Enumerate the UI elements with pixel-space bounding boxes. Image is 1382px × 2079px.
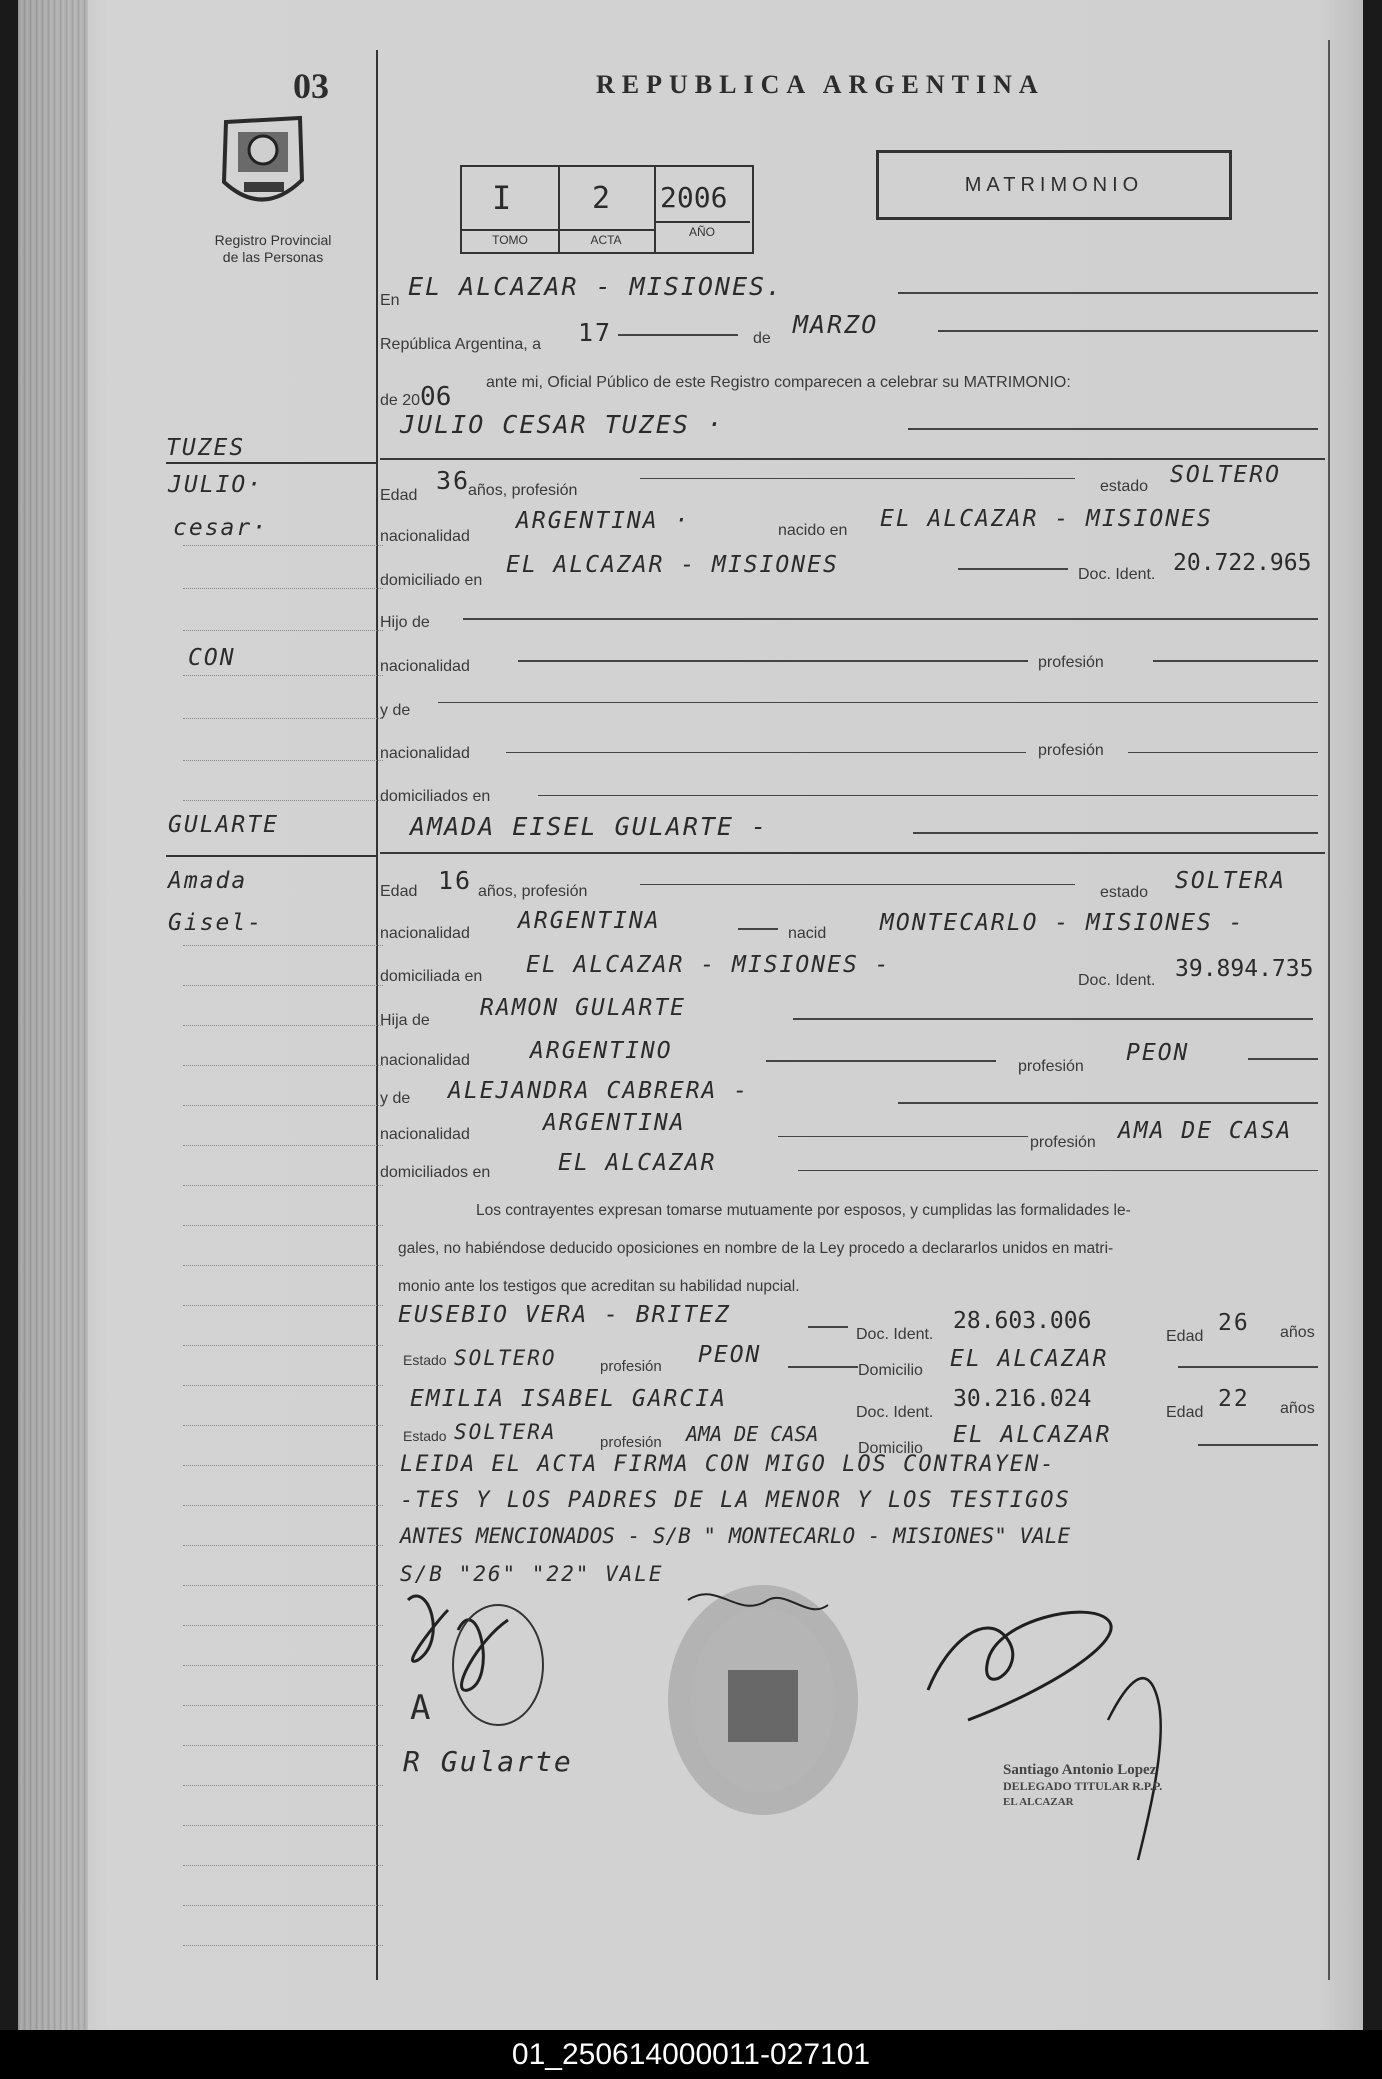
margin-dotted-line [183,1345,383,1346]
margin-dotted-line [183,945,383,946]
witness1-doc: 28.603.006 [953,1308,1092,1334]
groom-yde-label: y de [380,702,411,719]
witness2-domicilio: EL ALCAZAR [953,1422,1112,1448]
section-rule [380,458,1325,460]
groom-nac3-label: nacionalidad [380,745,470,762]
day: 17 [578,318,613,347]
witness1-estado-label: Estado [403,1352,447,1368]
margin-dotted-line [183,1905,383,1906]
margin-dotted-line [183,1465,383,1466]
bride-edad-label: Edad [380,883,418,900]
groom-prof-label: profesión [1038,654,1104,671]
margin-dotted-line [183,630,383,631]
record-id-box [460,165,754,254]
witness2-profesion-label: profesión [600,1434,662,1451]
bride-mother-nat: ARGENTINA [543,1110,686,1136]
month: MARZO [793,310,879,339]
officer-stamp-line1: Santiago Antonio Lopez [1003,1762,1157,1778]
fill-line [913,832,1318,834]
fill-line [640,884,1075,885]
signatures-art [388,1580,1328,1880]
de-year-prefix: de 20 [380,392,421,409]
intro-statement: ante mi, Oficial Público de este Registro comparecen a celebrar su MATRIMONIO: [486,374,1071,391]
declaration-line2: gales, no habiéndose deducido oposiciones en nombre de la Ley procedo a declararlos unidos en matri- [398,1240,1114,1257]
groom-full-name: JULIO CESAR TUZES · [400,410,724,439]
witness1-domicilio: EL ALCAZAR [950,1346,1109,1372]
groom-anos-profesion-label: años, profesión [468,482,578,499]
bride-age: 16 [438,866,473,895]
margin-dotted-line [183,1825,383,1826]
groom-prof2-label: profesión [1038,742,1104,759]
bride-domicilio: EL ALCAZAR - MISIONES - [526,952,891,978]
witness1-profesion: PEON [698,1342,762,1368]
groom-age: 36 [436,466,471,495]
witness1-doc-label: Doc. Ident. [856,1326,934,1343]
bride-nacionalidad: ARGENTINA [518,908,661,934]
margin-dotted-line [183,1105,383,1106]
groom-doc: 20.722.965 [1173,550,1312,576]
bride-yde-label: y de [380,1090,411,1107]
fill-line [618,334,738,336]
witness2-name: EMILIA ISABEL GARCIA [410,1386,727,1412]
groom-domiciliado-label: domiciliado en [380,572,483,589]
fill-line [640,478,1075,479]
margin-dotted-line [183,1385,383,1386]
margin-dotted-line [183,1705,383,1706]
margin-groom-name1: JULIO· [168,472,264,498]
fill-line [798,1170,1318,1171]
bride-anos-profesion-label: años, profesión [478,883,588,900]
tomo-cell [462,167,560,252]
margin-dotted-line [183,1425,383,1426]
fill-line [518,660,1028,662]
fill-line [898,1102,1318,1104]
declaration-line1: Los contrayentes expresan tomarse mutuamente por esposos, y cumplidas las formalidades le- [476,1202,1131,1219]
page-number: 03 [293,66,329,106]
section-rule [380,852,1325,854]
groom-nac2-label: nacionalidad [380,658,470,675]
acta-cell [558,167,656,252]
witness2-doc: 30.216.024 [953,1386,1092,1412]
margin-bride-name1: Amada [168,868,248,894]
margin-dotted-line [183,1505,383,1506]
acta-label: ACTA [558,229,654,247]
margin-rule-2 [166,855,376,857]
bride-father-nat: ARGENTINO [530,1038,673,1064]
margin-dotted-line [183,1865,383,1866]
closing-line1: LEIDA EL ACTA FIRMA CON MIGO LOS CONTRAYEN- [400,1452,1056,1477]
fill-line [463,618,1318,620]
bride-doc: 39.894.735 [1175,956,1314,982]
fill-line [778,1136,1028,1137]
provincial-seal [218,110,308,220]
year-suffix: 06 [420,382,452,412]
bride-signature: R Gularte [403,1745,573,1778]
margin-dotted-line [183,718,383,719]
fill-line [908,428,1318,430]
witness1-name: EUSEBIO VERA - BRITEZ [398,1302,731,1328]
fill-line [793,1018,1313,1020]
witness2-doc-label: Doc. Ident. [856,1404,934,1421]
groom-doc-label: Doc. Ident. [1078,566,1156,583]
margin-dotted-line [183,1305,383,1306]
bride-mother-prof-label: profesión [1030,1134,1096,1151]
bride-nacido: MONTECARLO - MISIONES - [880,910,1245,936]
margin-dotted-line [183,985,383,986]
margin-groom-name2: cesar· [173,515,269,541]
registry-name [193,232,353,266]
groom-estado: SOLTERO [1170,462,1281,488]
bride-mother-nat-label: nacionalidad [380,1126,470,1143]
bride-estado-label: estado [1100,884,1149,901]
fill-line [766,1060,996,1062]
witness2-profesion: AMA DE CASA [686,1422,819,1446]
margin-dotted-line [183,1745,383,1746]
witness2-domicilio-label: Domicilio [858,1440,923,1457]
bride-domiciliados-label: domiciliados en [380,1164,491,1181]
witness1-domicilio-label: Domicilio [858,1362,923,1379]
margin-dotted-line [183,1145,383,1146]
country-title: REPUBLICA ARGENTINA [596,70,1045,99]
margin-dotted-line [183,1185,383,1186]
fill-line [958,568,1068,570]
margin-dotted-line [183,760,383,761]
margin-bride-surname: GULARTE [168,812,279,838]
ano-value: 2006 [660,181,728,214]
ano-label: AÑO [654,221,750,239]
witness2-anos-label: años [1280,1400,1315,1417]
witness2-estado-label: Estado [403,1428,447,1444]
bride-nacido-label: nacid [788,925,827,942]
officer-stamp [1003,1762,1162,1810]
de-year-label [380,382,451,412]
register-page [18,0,1363,2030]
fill-line [1248,1058,1318,1060]
groom-edad-label: Edad [380,487,418,504]
witness2-age: 22 [1218,1386,1250,1412]
fill-line [1178,1366,1318,1368]
groom-nacionalidad: ARGENTINA · [516,508,691,534]
witness1-edad-label: Edad [1166,1328,1204,1345]
fill-line [1198,1444,1318,1446]
act-type-box [876,150,1232,220]
bride-domiciliada-label: domiciliada en [380,968,483,985]
acta-value: 2 [592,181,613,216]
tomo-value: I [492,179,514,217]
margin-bride-name2: Gisel- [168,910,264,936]
witness2-estado: SOLTERA [454,1420,557,1444]
fill-line [938,330,1318,332]
margin-dotted-line [183,1585,383,1586]
fill-line [788,1366,858,1368]
republica-label: República Argentina, a [380,336,541,353]
groom-nacionalidad-label: nacionalidad [380,528,470,545]
margin-dotted-line [183,1785,383,1786]
margin-dotted-line [183,1265,383,1266]
groom-estado-label: estado [1100,478,1149,495]
act-type: MATRIMONIO [964,174,1144,196]
witness1-estado: SOLTERO [454,1346,557,1370]
bride-domiciliados: EL ALCAZAR [558,1150,717,1176]
fill-line [538,795,1318,796]
groom-domiciliados-label: domiciliados en [380,788,491,805]
groom-domicilio: EL ALCAZAR - MISIONES [506,552,839,578]
bride-full-name: AMADA EISEL GULARTE - [410,812,769,841]
fill-line [506,752,1026,753]
groom-hijo-label: Hijo de [380,614,430,631]
margin-dotted-line [183,1065,383,1066]
bride-nacionalidad-label: nacionalidad [380,925,470,942]
place: EL ALCAZAR - MISIONES. [408,272,784,301]
fill-line [808,1326,848,1328]
margin-dotted-line [183,1945,383,1946]
bride-hija-label: Hija de [380,1012,430,1029]
declaration-line3: monio ante los testigos que acreditan su habilidad nupcial. [398,1278,800,1295]
witness1-age: 26 [1218,1310,1250,1336]
margin-dotted-line [183,588,383,589]
fill-line [898,292,1318,294]
bride-estado: SOLTERA [1175,868,1286,894]
margin-dotted-line [183,1025,383,1026]
witness2-edad-label: Edad [1166,1404,1204,1421]
image-id-footer: 01_250614000011-027101 [0,2030,1382,2079]
margin-rule-1 [166,462,376,464]
bride-father: RAMON GULARTE [480,995,687,1021]
right-border [1328,40,1330,1980]
ano-cell [654,167,750,252]
closing-line2: -TES Y LOS PADRES DE LA MENOR Y LOS TESTIGOS [400,1488,1071,1513]
closing-line4: S/B "26" "22" VALE [400,1562,664,1586]
closing-line3: ANTES MENCIONADOS - S/B " MONTECARLO - MISIONES" VALE [400,1524,1071,1548]
tomo-label: TOMO [462,229,558,247]
officer-stamp-line2: DELEGADO TITULAR R.P.P. [1003,1779,1163,1793]
officer-stamp-line3: EL ALCAZAR [1003,1796,1074,1808]
margin-dotted-line [183,1545,383,1546]
registry-line2: de las Personas [222,249,324,265]
de-label: de [753,330,771,347]
groom-nacido-label: nacido en [778,522,848,539]
fill-line [738,928,778,930]
bride-mother-prof: AMA DE CASA [1118,1118,1293,1144]
fill-line [438,702,1318,703]
margin-divider [376,50,378,1980]
fill-line [1153,660,1318,662]
groom-nacido: EL ALCAZAR - MISIONES [880,506,1213,532]
thumb-mark: A [410,1688,433,1728]
witness1-profesion-label: profesión [600,1358,662,1375]
registry-line1: Registro Provincial [214,232,332,248]
margin-con: CON [188,645,236,671]
bride-doc-label: Doc. Ident. [1078,972,1156,989]
bride-mother: ALEJANDRA CABRERA - [448,1078,750,1104]
witness1-anos-label: años [1280,1324,1315,1341]
margin-dotted-line [183,545,383,546]
bride-father-prof-label: profesión [1018,1058,1084,1075]
page-edge-stack [18,0,88,2030]
margin-groom-surname: TUZES [166,435,246,461]
en-label: En [380,292,400,309]
margin-dotted-line [183,1665,383,1666]
bride-father-prof: PEON [1126,1040,1190,1066]
margin-dotted-line [183,1225,383,1226]
bride-father-nat-label: nacionalidad [380,1052,470,1069]
margin-dotted-line [183,800,383,801]
margin-dotted-line [183,675,383,676]
fill-line [1128,752,1318,753]
margin-dotted-line [183,1625,383,1626]
